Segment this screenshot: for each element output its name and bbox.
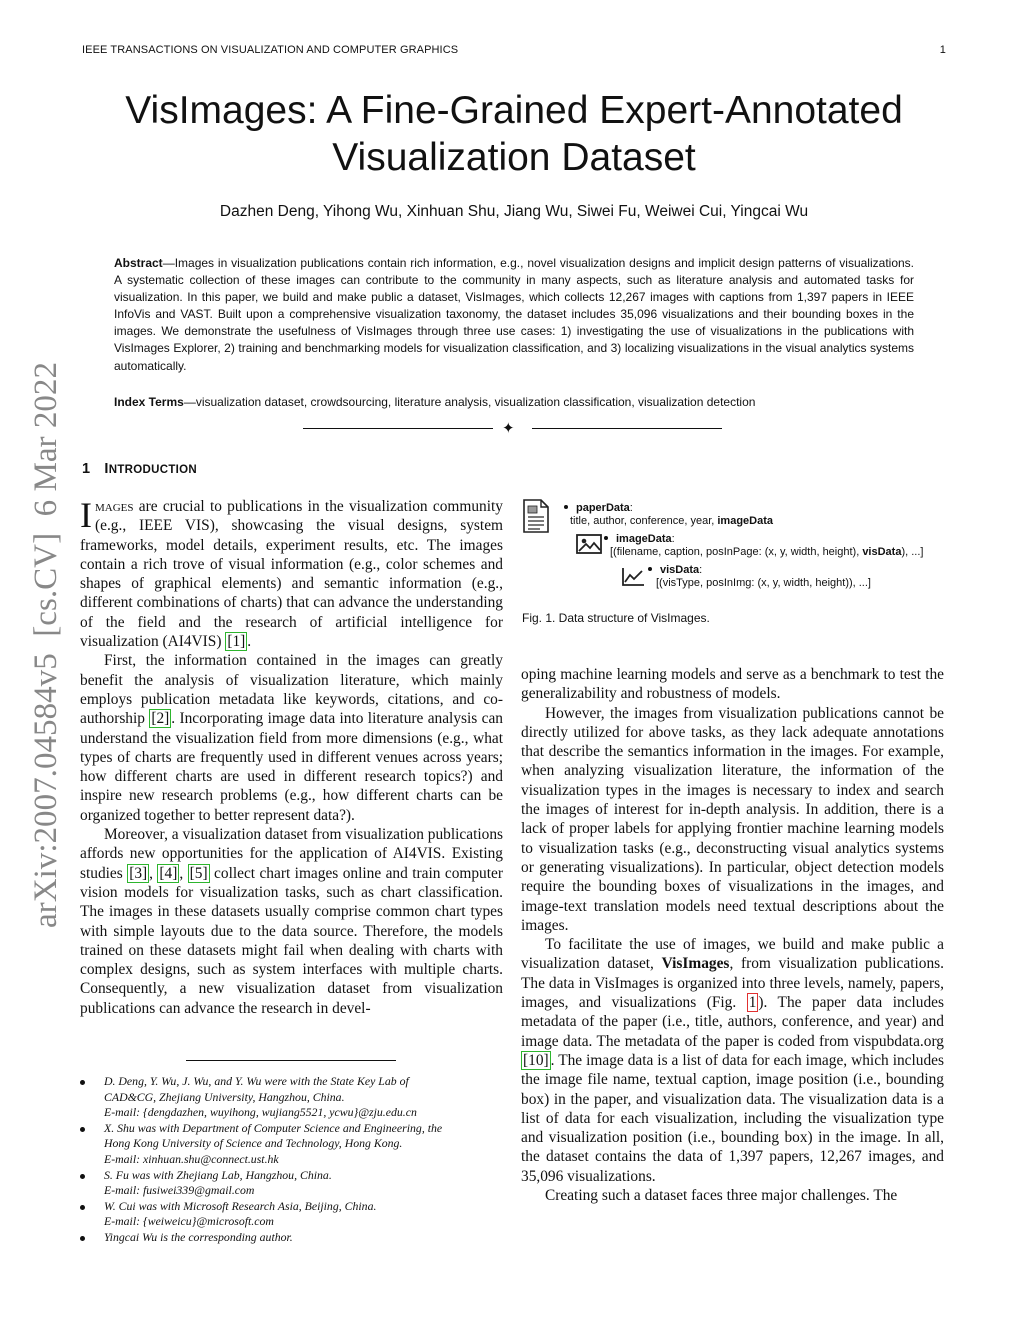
footnote-item — [80, 1168, 504, 1199]
citation-link[interactable]: [5] — [189, 864, 208, 882]
abstract-label: Abstract — [114, 256, 163, 270]
citation-separator: , — [149, 864, 158, 882]
title-line-1: VisImages: A Fine-Grained Expert-Annotated — [125, 89, 903, 132]
footnote-line: S. Fu was with Zhejiang Lab, Hangzhou, China. — [104, 1167, 332, 1182]
visimages-name: VisImages — [661, 955, 730, 973]
bullet-icon — [80, 1127, 85, 1132]
intro-p1-end: . — [247, 633, 252, 651]
citation-separator: , — [179, 864, 188, 882]
paper-title — [82, 87, 946, 181]
footnote-rule — [186, 1060, 396, 1061]
right-paragraph-2: However, the images from visualization publications cannot be directly utilized for above tasks, as they lack adequate annotations that describe the semantics information in the images. For example, when analyzing visualization literature, the information of the visualization types in the images is necessary to index and search the images of interest for in-depth analysis. In addition, there is a lack of proper labels for applying frontier machine learning models to visualization tasks (e.g., deconstructing visual analytics systems or generating visualizations). In particular, object detection models require the bounding boxes of visualizations in the images, and image-text translation models need textual descriptions about the images. — [521, 704, 944, 934]
running-head — [82, 44, 946, 60]
footnote-line: E-mail: {dengdazhen, wuyihong, wujiang5521, ycwu}@zju.edu.cn — [104, 1105, 417, 1120]
section-heading — [82, 461, 197, 477]
footnote-line: W. Cui was with Microsoft Research Asia, Beijing, China. — [104, 1198, 377, 1213]
footnote-line: CAD&CG, Zhejiang University, Hangzhou, China. — [104, 1089, 345, 1104]
paperdata-fields — [570, 515, 773, 527]
paperdata-row — [564, 502, 633, 514]
index-terms — [114, 395, 914, 409]
footnote-line: Yingcai Wu is the corresponding author. — [104, 1229, 293, 1244]
footnote-line: D. Deng, Y. Wu, J. Wu, and Y. Wu were with the State Key Lab of — [104, 1074, 409, 1088]
bullet-icon — [80, 1205, 85, 1210]
footnotes — [80, 1074, 504, 1246]
bullet-icon — [564, 505, 568, 509]
image-icon — [576, 534, 602, 554]
drop-cap: I — [80, 495, 92, 535]
section-number: 1 — [82, 461, 91, 477]
paperdata-label: paperData — [576, 502, 630, 514]
footnote-line: E-mail: {weiweicu}@microsoft.com — [104, 1214, 274, 1229]
paperdata-fields-text: title, author, conference, year, — [570, 515, 718, 527]
footnote-item — [80, 1074, 504, 1121]
imagedata-row — [604, 533, 675, 545]
separator-right-rule — [532, 428, 722, 429]
right-paragraph-3 — [521, 935, 944, 1186]
citation-link[interactable]: [4] — [159, 864, 178, 882]
footnote-line: E-mail: fusiwei339@gmail.com — [104, 1183, 255, 1198]
separator-star-icon: ✦ — [502, 419, 515, 437]
arxiv-stamp-text: arXiv:2007.04584v5 [cs.CV] 6 Mar 2022 — [28, 371, 64, 928]
footnote-item — [80, 1199, 504, 1230]
bullet-icon — [80, 1080, 85, 1085]
right-p3-text-3: ). The paper data includes metadata of the paper (i.e., title, authors, conference, and year) and image data. The metadata of the paper is coded from vispubdata.org — [521, 994, 944, 1050]
right-p3-text-2: , from visualization publications. The data in VisImages is organized into three levels, namely, papers, images, and visualizations (Fig. — [521, 955, 944, 1012]
figure-caption: Fig. 1. Data structure of VisImages. — [522, 611, 710, 625]
intro-p2-text: First, the information contained in the images can greatly benefit the analysis of visualization literature, which mainly employs publication metadata like keywords, citations, and co-authorship — [80, 652, 503, 728]
right-paragraph-1: oping machine learning models and serve as a benchmark to test the generalizability and robustness of models. — [521, 666, 944, 703]
paperdata-fields-bold: imageData — [717, 515, 774, 527]
figure-1 — [520, 496, 950, 596]
citation-link[interactable]: [1] — [227, 633, 246, 651]
section-first-letter: I — [104, 461, 109, 477]
footnote-line: E-mail: xinhuan.shu@connect.ust.hk — [104, 1151, 279, 1166]
intro-p3-text-end: collect chart images online and train computer vision models for visualization tasks, such as chart classification. The images in these datasets usually comprise common chart types with simple layouts due to the data source. Therefore, the models trained on these datasets might fail when dealing with charts with complex designs, such as system interfaces with multiple charts. Consequently, a new visualization dataset from visualization publications can advance the research in devel- — [80, 864, 503, 1017]
title-line-2: Visualization Dataset — [332, 136, 696, 179]
imagedata-label: imageData — [616, 533, 672, 545]
abstract — [114, 255, 914, 375]
imagedata-fields-bold: visData — [862, 546, 902, 558]
index-terms-text: —visualization dataset, crowdsourcing, literature analysis, visualization classification, visualization detection — [183, 395, 756, 409]
intro-p2-text-end: . Incorporating image data into literature analysis can understand the visualization field from more dimensions (e.g., what types of charts are frequently used in different venues across years; how different charts are used in different research topics?) and inspire new research problems (e.g., how different charts can be organized together to better represent data?). — [80, 710, 503, 824]
left-column — [80, 497, 503, 1018]
right-column — [521, 665, 944, 1205]
paperdata-colon: : — [629, 502, 633, 514]
authors: Dazhen Deng, Yihong Wu, Xinhuan Shu, Jiang Wu, Siwei Fu, Weiwei Cui, Yingcai Wu — [219, 203, 809, 220]
imagedata-colon: : — [671, 533, 675, 545]
footnote-line: Hong Kong University of Science and Technology, Hong Kong. — [104, 1136, 403, 1151]
imagedata-fields-end: ), ...] — [901, 546, 924, 558]
figure-reference-link[interactable]: 1 — [748, 994, 757, 1012]
right-p3-text-4: . The image data is a list of data for each image, which includes the image file name, textual caption, image position (i.e., bounding box) in the paper, and visualization data. The visualization data is a list of data for each visualization, including the visualization type and visualization position (i.e., bounding box) in the image. In all, the dataset contains the data of 1,397 papers, 12,267 images, and 35,096 visualizations. — [521, 1051, 944, 1185]
right-paragraph-4: Creating such a dataset faces three major challenges. The — [545, 1187, 898, 1205]
right-p3-text: To facilitate the use of images, we build and make public a visualization dataset, — [521, 936, 944, 973]
page-number: 1 — [939, 44, 946, 56]
section-title-rest: NTRODUCTION — [108, 464, 197, 476]
bullet-icon — [80, 1174, 85, 1179]
citation-link[interactable]: [3] — [129, 864, 148, 882]
intro-p1-text: are crucial to publications in the visualization community (e.g., IEEE VIS), showcasing the visual designs, system frameworks, model details, experiment results, etc. The images contain a rich trove of visual information (e.g., color schemes and shapes of graphical elements) and semantic information (e.g., different combinations of charts) that can advance the understanding of the field and the research of artificial intelligence for visualization (AI4VIS) — [80, 498, 503, 651]
journal-name: IEEE TRANSACTIONS ON VISUALIZATION AND COMPUTER GRAPHICS — [82, 44, 459, 56]
imagedata-fields-text: [(filename, caption, posInPage: (x, y, width, height), — [610, 546, 863, 558]
document-icon — [523, 499, 549, 533]
citation-link[interactable]: [2] — [151, 710, 170, 728]
intro-smallcaps: mages — [95, 498, 134, 515]
visdata-label: visData — [660, 564, 700, 576]
footnote-line: X. Shu was with Department of Computer Science and Engineering, the — [104, 1120, 443, 1135]
bullet-icon — [80, 1236, 85, 1241]
intro-paragraph-2 — [80, 651, 503, 825]
imagedata-fields — [610, 546, 923, 558]
visdata-colon: : — [699, 564, 703, 576]
intro-paragraph-1 — [80, 497, 503, 651]
bullet-icon — [648, 567, 652, 571]
intro-paragraph-3 — [80, 825, 503, 1018]
visdata-row — [648, 564, 702, 576]
separator-left-rule — [303, 428, 493, 429]
intro-p3-text: Moreover, a visualization dataset from visualization publications affords new opportunities for the application of AI4VIS. Existing studies — [80, 826, 503, 882]
arxiv-stamp — [25, 360, 65, 928]
index-terms-label: Index Terms — [114, 395, 184, 409]
footnote-item — [80, 1121, 504, 1168]
visdata-fields: [(visType, posInImg: (x, y, width, height)), ...] — [656, 577, 871, 589]
abstract-text: —Images in visualization publications contain rich information, e.g., novel visualization designs and implicit design patterns of visualizations. A systematic collection of these images can contribute to the community in many aspects, such as literature analysis and automated tasks for visualization. In this paper, we build and make public a dataset, VisImages, which collects 12,267 images with captions from 1,397 papers in IEEE InfoVis and VAST. Built upon a comprehensive visualization taxonomy, the dataset includes 35,096 visualizations and their bounding boxes in the images. We demonstrate the usefulness of VisImages through three use cases: 1) investigating the use of visualizations in the publications with VisImages Explorer, 2) training and benchmarking models for visualization classification, and 3) localizing visualizations in the visual analytics systems automatically. — [114, 256, 914, 373]
citation-link[interactable]: [10] — [523, 1051, 549, 1069]
footnote-item — [80, 1230, 504, 1246]
bullet-icon — [604, 536, 608, 540]
line-chart-icon — [621, 567, 645, 587]
